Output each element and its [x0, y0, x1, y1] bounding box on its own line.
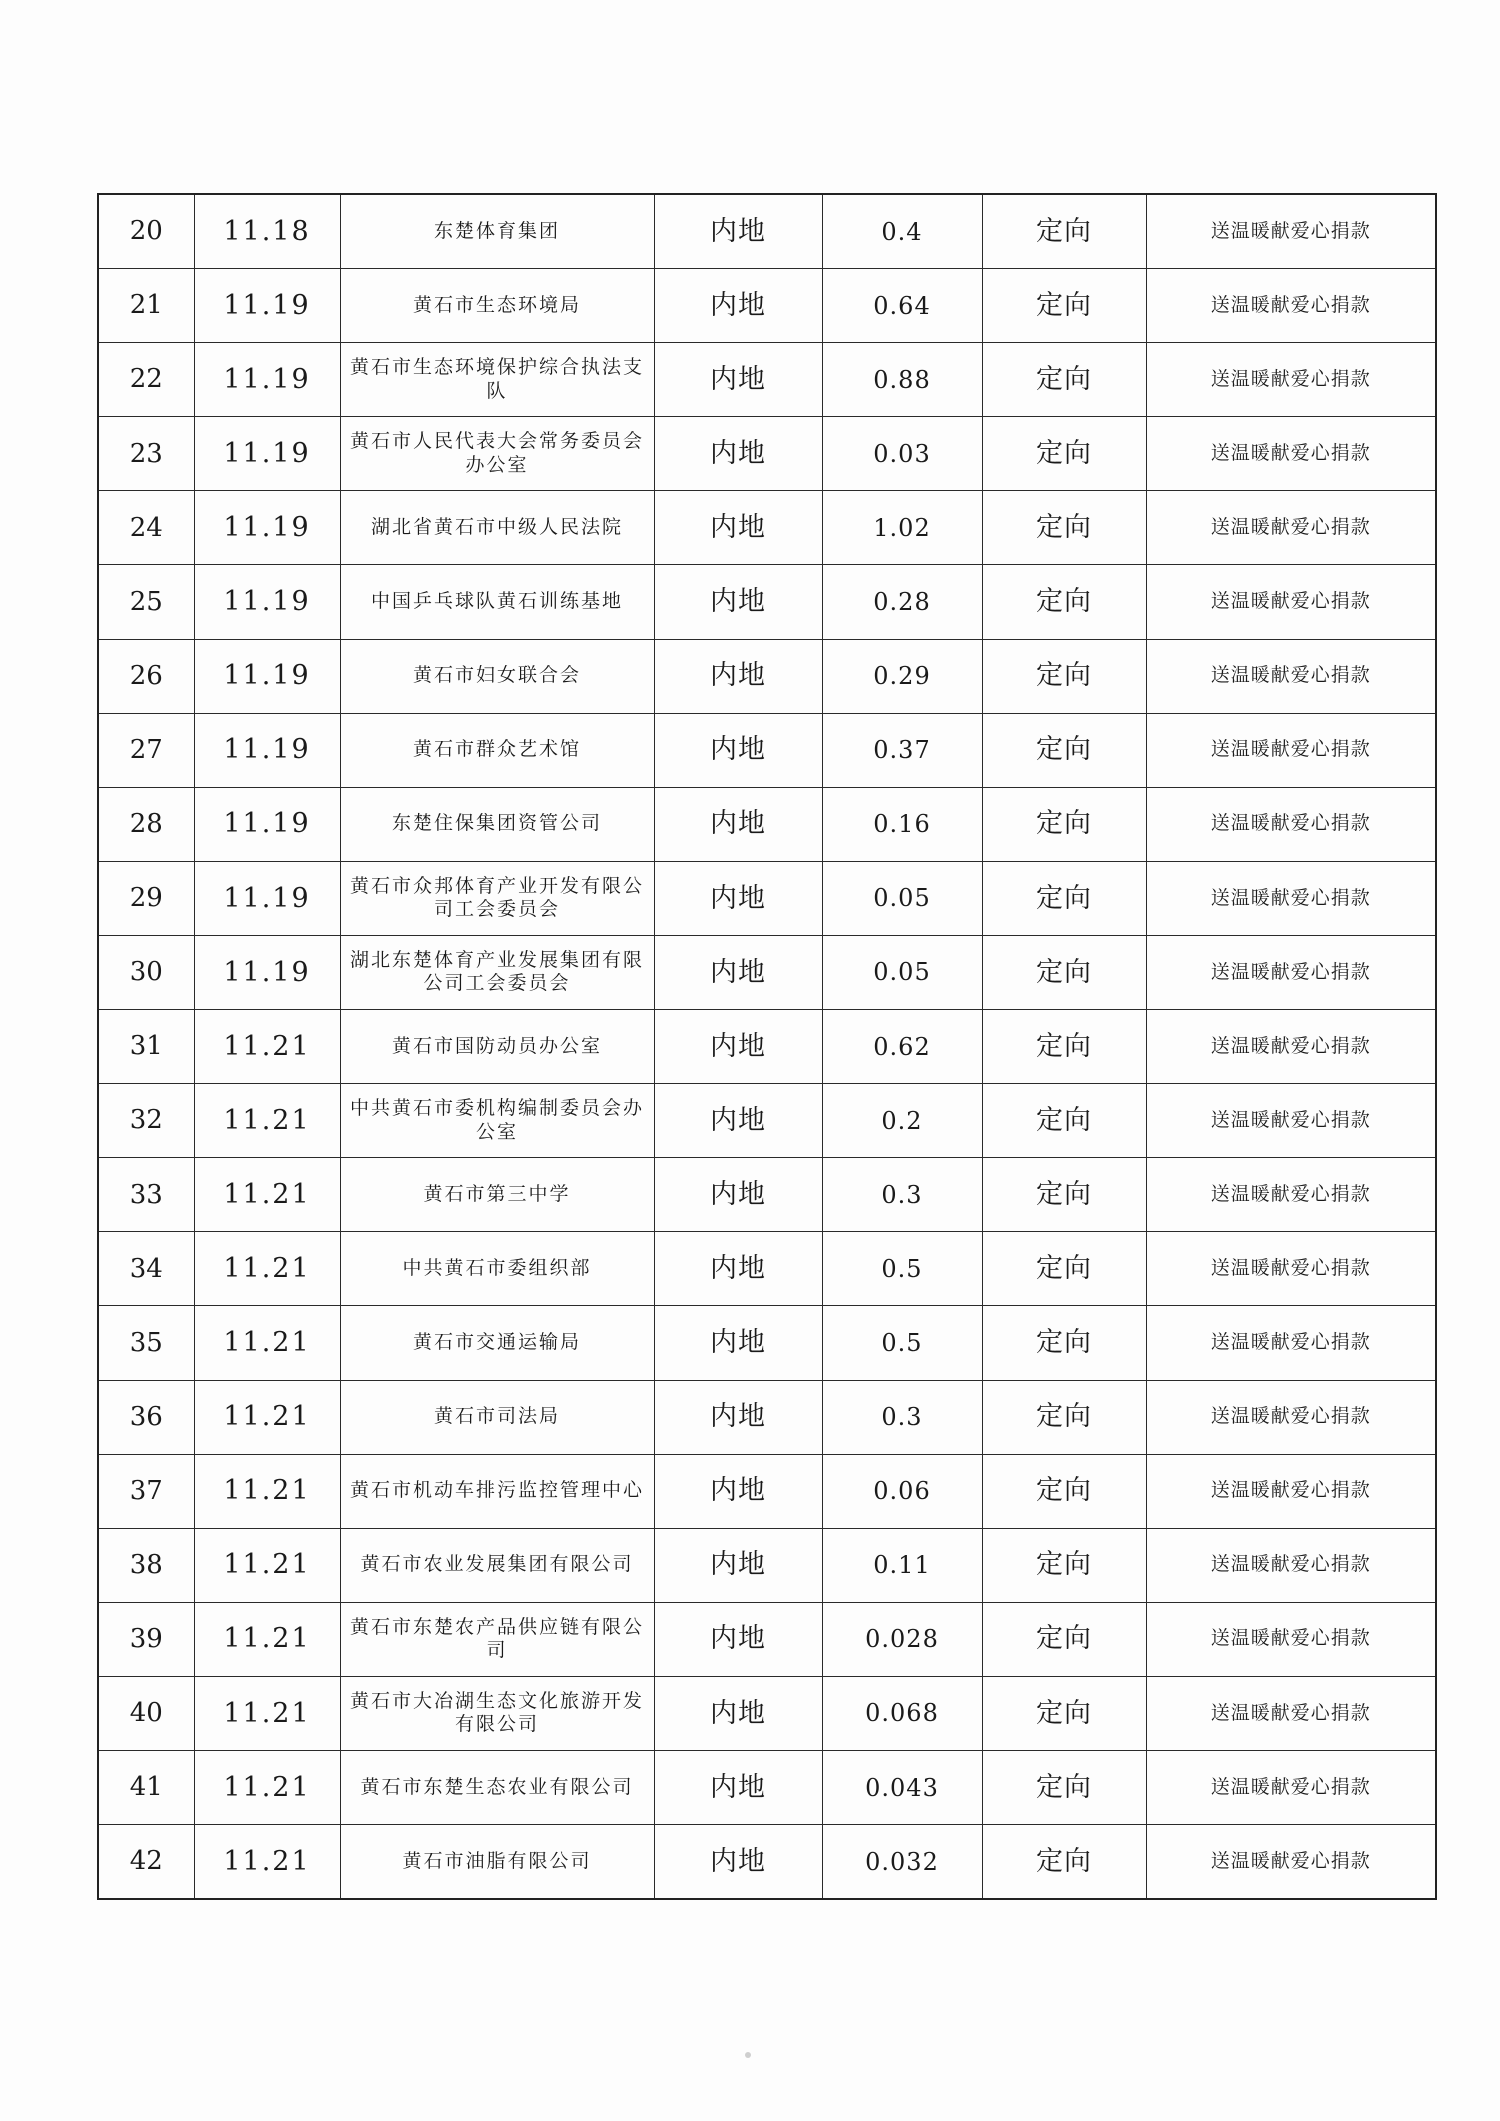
organization-cell: 中共黄石市委机构编制委员会办公室 [340, 1084, 654, 1158]
donation-type-cell: 定向 [982, 1158, 1146, 1232]
table-row [98, 1158, 1436, 1232]
organization-cell: 东楚体育集团 [340, 194, 654, 269]
organization-cell: 湖北省黄石市中级人民法院 [340, 491, 654, 565]
region-cell: 内地 [654, 861, 822, 935]
table-row [98, 1010, 1436, 1084]
donation-type-cell: 定向 [982, 194, 1146, 269]
organization-cell: 黄石市国防动员办公室 [340, 1010, 654, 1084]
table-row [98, 1825, 1436, 1900]
region-cell: 内地 [654, 1232, 822, 1306]
date-cell: 11.19 [194, 491, 340, 565]
organization-cell: 黄石市众邦体育产业开发有限公司工会委员会 [340, 861, 654, 935]
date-cell: 11.19 [194, 935, 340, 1009]
row-number-cell: 40 [98, 1676, 194, 1750]
purpose-cell: 送温暖献爱心捐款 [1146, 1010, 1436, 1084]
purpose-cell: 送温暖献爱心捐款 [1146, 491, 1436, 565]
region-cell: 内地 [654, 491, 822, 565]
row-number-cell: 28 [98, 787, 194, 861]
table-row [98, 491, 1436, 565]
donation-type-cell: 定向 [982, 343, 1146, 417]
row-number-cell: 26 [98, 639, 194, 713]
organization-cell: 黄石市大冶湖生态文化旅游开发有限公司 [340, 1676, 654, 1750]
table-row [98, 565, 1436, 639]
table-row [98, 1528, 1436, 1602]
donation-type-cell: 定向 [982, 565, 1146, 639]
date-cell: 11.21 [194, 1158, 340, 1232]
date-cell: 11.19 [194, 565, 340, 639]
organization-cell: 黄石市东楚生态农业有限公司 [340, 1750, 654, 1824]
region-cell: 内地 [654, 1454, 822, 1528]
donation-type-cell: 定向 [982, 1676, 1146, 1750]
amount-cell: 0.3 [822, 1158, 982, 1232]
organization-cell: 黄石市东楚农产品供应链有限公司 [340, 1602, 654, 1676]
amount-cell: 0.62 [822, 1010, 982, 1084]
row-number-cell: 32 [98, 1084, 194, 1158]
organization-cell: 黄石市交通运输局 [340, 1306, 654, 1380]
donation-type-cell: 定向 [982, 1602, 1146, 1676]
amount-cell: 0.06 [822, 1454, 982, 1528]
table-row [98, 1750, 1436, 1824]
row-number-cell: 27 [98, 713, 194, 787]
region-cell: 内地 [654, 1528, 822, 1602]
amount-cell: 0.4 [822, 194, 982, 269]
date-cell: 11.19 [194, 861, 340, 935]
purpose-cell: 送温暖献爱心捐款 [1146, 565, 1436, 639]
row-number-cell: 42 [98, 1825, 194, 1900]
table-row [98, 194, 1436, 269]
organization-cell: 东楚住保集团资管公司 [340, 787, 654, 861]
amount-cell: 0.29 [822, 639, 982, 713]
row-number-cell: 24 [98, 491, 194, 565]
amount-cell: 0.05 [822, 935, 982, 1009]
donation-type-cell: 定向 [982, 1454, 1146, 1528]
donation-type-cell: 定向 [982, 269, 1146, 343]
date-cell: 11.21 [194, 1010, 340, 1084]
organization-cell: 黄石市生态环境保护综合执法支队 [340, 343, 654, 417]
donation-type-cell: 定向 [982, 1084, 1146, 1158]
amount-cell: 0.5 [822, 1232, 982, 1306]
row-number-cell: 23 [98, 417, 194, 491]
row-number-cell: 35 [98, 1306, 194, 1380]
row-number-cell: 39 [98, 1602, 194, 1676]
organization-cell: 黄石市生态环境局 [340, 269, 654, 343]
date-cell: 11.19 [194, 713, 340, 787]
organization-cell: 黄石市农业发展集团有限公司 [340, 1528, 654, 1602]
purpose-cell: 送温暖献爱心捐款 [1146, 1454, 1436, 1528]
organization-cell: 黄石市妇女联合会 [340, 639, 654, 713]
row-number-cell: 33 [98, 1158, 194, 1232]
organization-cell: 黄石市机动车排污监控管理中心 [340, 1454, 654, 1528]
purpose-cell: 送温暖献爱心捐款 [1146, 417, 1436, 491]
purpose-cell: 送温暖献爱心捐款 [1146, 194, 1436, 269]
amount-cell: 0.5 [822, 1306, 982, 1380]
purpose-cell: 送温暖献爱心捐款 [1146, 1528, 1436, 1602]
table-row [98, 343, 1436, 417]
donation-type-cell: 定向 [982, 1232, 1146, 1306]
donation-type-cell: 定向 [982, 417, 1146, 491]
donation-table-body [98, 194, 1436, 1899]
amount-cell: 0.068 [822, 1676, 982, 1750]
purpose-cell: 送温暖献爱心捐款 [1146, 639, 1436, 713]
purpose-cell: 送温暖献爱心捐款 [1146, 1825, 1436, 1900]
table-row [98, 1676, 1436, 1750]
date-cell: 11.19 [194, 639, 340, 713]
region-cell: 内地 [654, 343, 822, 417]
table-row [98, 639, 1436, 713]
table-row [98, 787, 1436, 861]
table-row [98, 269, 1436, 343]
region-cell: 内地 [654, 417, 822, 491]
donation-type-cell: 定向 [982, 1825, 1146, 1900]
donation-type-cell: 定向 [982, 935, 1146, 1009]
amount-cell: 0.28 [822, 565, 982, 639]
row-number-cell: 25 [98, 565, 194, 639]
purpose-cell: 送温暖献爱心捐款 [1146, 1380, 1436, 1454]
amount-cell: 0.05 [822, 861, 982, 935]
purpose-cell: 送温暖献爱心捐款 [1146, 1084, 1436, 1158]
purpose-cell: 送温暖献爱心捐款 [1146, 1232, 1436, 1306]
table-row [98, 417, 1436, 491]
table-row [98, 1380, 1436, 1454]
purpose-cell: 送温暖献爱心捐款 [1146, 787, 1436, 861]
region-cell: 内地 [654, 269, 822, 343]
donation-type-cell: 定向 [982, 713, 1146, 787]
table-row [98, 1602, 1436, 1676]
row-number-cell: 20 [98, 194, 194, 269]
organization-cell: 湖北东楚体育产业发展集团有限公司工会委员会 [340, 935, 654, 1009]
date-cell: 11.19 [194, 343, 340, 417]
donation-table [97, 193, 1437, 1900]
row-number-cell: 41 [98, 1750, 194, 1824]
date-cell: 11.19 [194, 269, 340, 343]
region-cell: 内地 [654, 565, 822, 639]
table-row [98, 861, 1436, 935]
donation-type-cell: 定向 [982, 639, 1146, 713]
amount-cell: 0.032 [822, 1825, 982, 1900]
date-cell: 11.19 [194, 417, 340, 491]
donation-type-cell: 定向 [982, 1528, 1146, 1602]
organization-cell: 黄石市群众艺术馆 [340, 713, 654, 787]
region-cell: 内地 [654, 1602, 822, 1676]
region-cell: 内地 [654, 1380, 822, 1454]
date-cell: 11.21 [194, 1232, 340, 1306]
region-cell: 内地 [654, 787, 822, 861]
amount-cell: 0.028 [822, 1602, 982, 1676]
donation-type-cell: 定向 [982, 861, 1146, 935]
amount-cell: 0.11 [822, 1528, 982, 1602]
region-cell: 内地 [654, 1010, 822, 1084]
region-cell: 内地 [654, 1750, 822, 1824]
table-row [98, 935, 1436, 1009]
date-cell: 11.18 [194, 194, 340, 269]
row-number-cell: 31 [98, 1010, 194, 1084]
date-cell: 11.21 [194, 1676, 340, 1750]
date-cell: 11.21 [194, 1306, 340, 1380]
region-cell: 内地 [654, 1084, 822, 1158]
table-row [98, 713, 1436, 787]
row-number-cell: 29 [98, 861, 194, 935]
date-cell: 11.19 [194, 787, 340, 861]
amount-cell: 0.88 [822, 343, 982, 417]
region-cell: 内地 [654, 713, 822, 787]
date-cell: 11.21 [194, 1825, 340, 1900]
amount-cell: 0.37 [822, 713, 982, 787]
date-cell: 11.21 [194, 1750, 340, 1824]
purpose-cell: 送温暖献爱心捐款 [1146, 269, 1436, 343]
amount-cell: 0.64 [822, 269, 982, 343]
organization-cell: 黄石市第三中学 [340, 1158, 654, 1232]
date-cell: 11.21 [194, 1380, 340, 1454]
row-number-cell: 30 [98, 935, 194, 1009]
table-row [98, 1232, 1436, 1306]
purpose-cell: 送温暖献爱心捐款 [1146, 1602, 1436, 1676]
donation-type-cell: 定向 [982, 491, 1146, 565]
row-number-cell: 21 [98, 269, 194, 343]
organization-cell: 黄石市油脂有限公司 [340, 1825, 654, 1900]
purpose-cell: 送温暖献爱心捐款 [1146, 1750, 1436, 1824]
organization-cell: 黄石市司法局 [340, 1380, 654, 1454]
donation-type-cell: 定向 [982, 1306, 1146, 1380]
organization-cell: 中国乒乓球队黄石训练基地 [340, 565, 654, 639]
row-number-cell: 37 [98, 1454, 194, 1528]
donation-type-cell: 定向 [982, 787, 1146, 861]
date-cell: 11.21 [194, 1454, 340, 1528]
row-number-cell: 36 [98, 1380, 194, 1454]
table-row [98, 1084, 1436, 1158]
amount-cell: 0.03 [822, 417, 982, 491]
purpose-cell: 送温暖献爱心捐款 [1146, 713, 1436, 787]
amount-cell: 0.2 [822, 1084, 982, 1158]
donation-type-cell: 定向 [982, 1750, 1146, 1824]
date-cell: 11.21 [194, 1602, 340, 1676]
row-number-cell: 38 [98, 1528, 194, 1602]
region-cell: 内地 [654, 1825, 822, 1900]
amount-cell: 0.3 [822, 1380, 982, 1454]
region-cell: 内地 [654, 1676, 822, 1750]
table-row [98, 1306, 1436, 1380]
purpose-cell: 送温暖献爱心捐款 [1146, 1158, 1436, 1232]
organization-cell: 黄石市人民代表大会常务委员会办公室 [340, 417, 654, 491]
region-cell: 内地 [654, 194, 822, 269]
date-cell: 11.21 [194, 1528, 340, 1602]
row-number-cell: 22 [98, 343, 194, 417]
region-cell: 内地 [654, 1158, 822, 1232]
purpose-cell: 送温暖献爱心捐款 [1146, 343, 1436, 417]
region-cell: 内地 [654, 639, 822, 713]
organization-cell: 中共黄石市委组织部 [340, 1232, 654, 1306]
purpose-cell: 送温暖献爱心捐款 [1146, 861, 1436, 935]
amount-cell: 0.16 [822, 787, 982, 861]
date-cell: 11.21 [194, 1084, 340, 1158]
scan-speck [745, 2052, 751, 2058]
amount-cell: 0.043 [822, 1750, 982, 1824]
region-cell: 内地 [654, 1306, 822, 1380]
region-cell: 内地 [654, 935, 822, 1009]
amount-cell: 1.02 [822, 491, 982, 565]
table-row [98, 1454, 1436, 1528]
purpose-cell: 送温暖献爱心捐款 [1146, 935, 1436, 1009]
purpose-cell: 送温暖献爱心捐款 [1146, 1676, 1436, 1750]
purpose-cell: 送温暖献爱心捐款 [1146, 1306, 1436, 1380]
donation-type-cell: 定向 [982, 1010, 1146, 1084]
row-number-cell: 34 [98, 1232, 194, 1306]
donation-type-cell: 定向 [982, 1380, 1146, 1454]
